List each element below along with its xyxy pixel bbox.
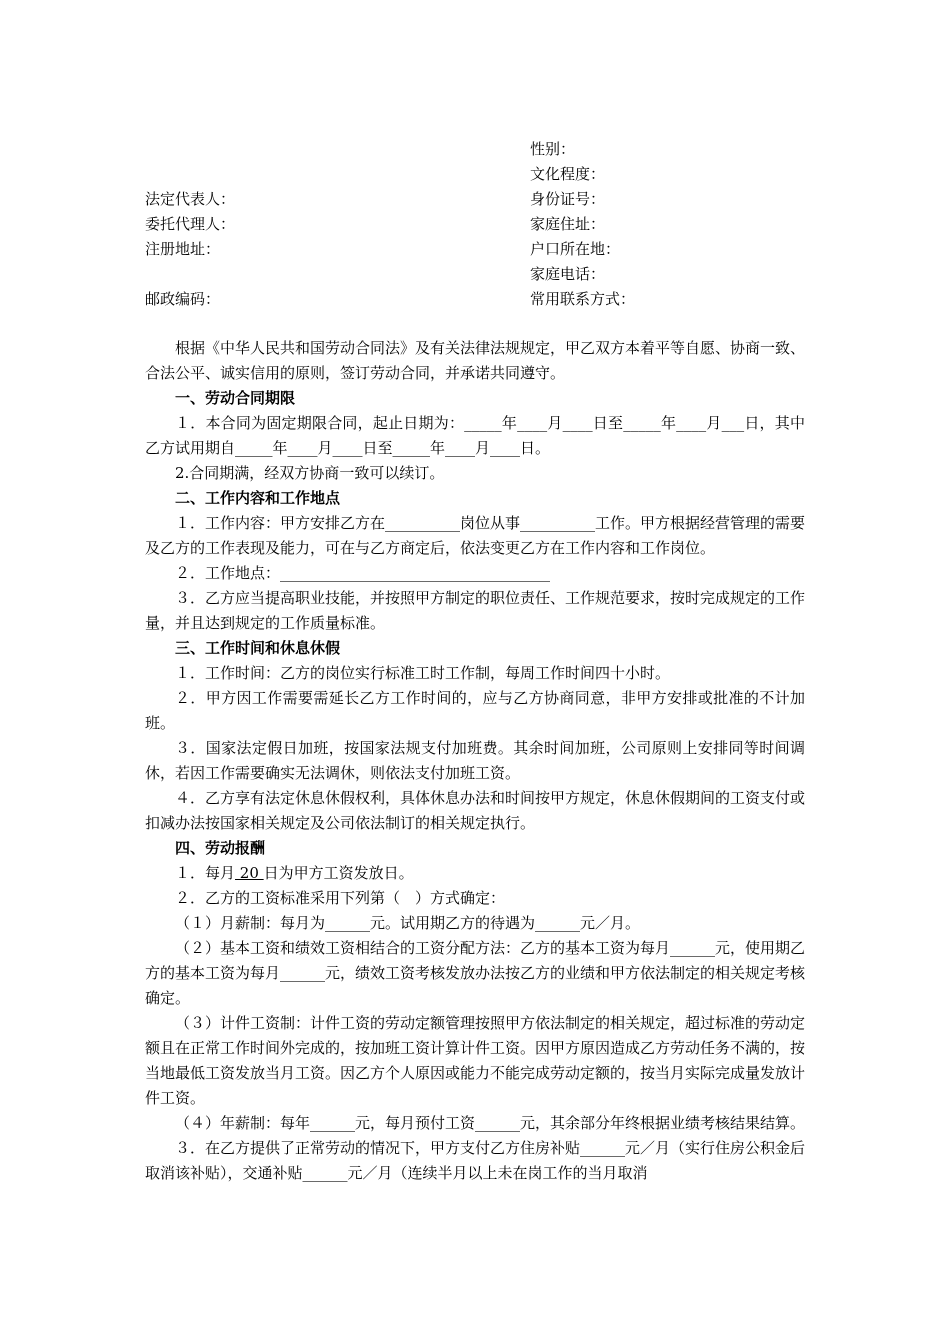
registered-address-label: 注册地址：: [145, 240, 221, 258]
section-4-title: 四、劳动报酬: [175, 839, 266, 857]
section-1-title: 一、劳动合同期限: [175, 389, 296, 407]
section-2-clause-3: ３．乙方应当提高职业技能，并按照甲方制定的职位责任、工作规范要求，按时完成规定的工作量，并且达到规定的工作质量标准。: [145, 589, 806, 632]
section-1-clause-1: １．本合同为固定期限合同，起止日期为：_____年____月____日至_____年____月___日，其中乙方试用期自_____年____月____日至_____年____月____日。: [145, 414, 805, 457]
section-3-clause-2: ２．甲方因工作需要需延长乙方工作时间的，应与乙方协商同意，非甲方安排或批准的不计加班。: [145, 689, 805, 732]
contract-body: [145, 336, 805, 1186]
home-phone-label: 家庭电话：: [530, 265, 606, 283]
intro-paragraph: 根据《中华人民共和国劳动合同法》及有关法律法规规定，甲乙双方本着平等自愿、协商一致、合法公平、诚实信用的原则，签订劳动合同，并承诺共同遵守。: [145, 339, 806, 382]
pay-day-value: 20: [235, 864, 264, 882]
education-label: 文化程度：: [530, 165, 606, 183]
section-4-clause-3: ３．在乙方提供了正常劳动的情况下，甲方支付乙方住房补贴______元／月（实行住房公积金后取消该补贴），交通补贴______元／月（连续半月以上未在岗工作的当月取消: [145, 1139, 806, 1182]
gender-label: 性别：: [530, 140, 576, 158]
section-2-clause-1: １．工作内容：甲方安排乙方在__________岗位从事__________工作。甲方根据经营管理的需要及乙方的工作表现及能力，可在与乙方商定后，依法变更乙方在工作内容和工作岗位。: [145, 514, 806, 557]
section-4-clause-1: [145, 861, 805, 886]
postal-code-label: 邮政编码：: [145, 290, 221, 308]
section-4-option-2: （２）基本工资和绩效工资相结合的工资分配方法：乙方的基本工资为每月______元，使用期乙方的基本工资为每月______元，绩效工资考核发放办法按乙方的业绩和甲方依法制定的相关规定考核确定。: [145, 939, 806, 1007]
section-3-clause-3: ３．国家法定假日加班，按国家法规支付加班费。其余时间加班，公司原则上安排同等时间调休，若因工作需要确实无法调休，则依法支付加班工资。: [145, 739, 805, 782]
home-address-label: 家庭住址：: [530, 215, 606, 233]
pay-day-prefix: １．每月: [175, 864, 236, 882]
section-3-clause-1: １．工作时间：乙方的岗位实行标准工时工作制，每周工作时间四十小时。: [175, 664, 671, 682]
section-1-clause-2: 2.合同期满，经双方协商一致可以续订。: [175, 464, 445, 482]
authorized-agent-label: 委托代理人：: [145, 215, 236, 233]
section-3-title: 三、工作时间和休息休假: [175, 639, 341, 657]
section-4-clause-2: ２．乙方的工资标准采用下列第（ ）方式确定：: [175, 889, 506, 907]
legal-representative-label: 法定代表人：: [145, 190, 236, 208]
pay-day-suffix: 日为甲方工资发放日。: [263, 864, 414, 882]
section-4-option-3: （３）计件工资制：计件工资的劳动定额管理按照甲方依法制定的相关规定，超过标准的劳动定额且在正常工作时间外完成的，按加班工资计算计件工资。因甲方原因造成乙方劳动任务不满的，按当地最低工资发放当月工资。因乙方个人原因或能力不能完成劳动定额的，按当月实际完成量发放计件工资。: [145, 1014, 806, 1107]
section-2-clause-2: ２．工作地点：____________________________________: [175, 564, 551, 582]
id-number-label: 身份证号：: [530, 190, 606, 208]
household-registration-label: 户口所在地：: [530, 240, 621, 258]
contact-method-label: 常用联系方式：: [530, 290, 636, 308]
section-2-title: 二、工作内容和工作地点: [175, 489, 341, 507]
section-4-option-1: （１）月薪制：每月为______元。试用期乙方的待遇为______元／月。: [175, 914, 641, 932]
section-4-option-4: （４）年薪制：每年______元，每月预付工资______元，其余部分年终根据业绩考核结果结算。: [175, 1114, 806, 1132]
section-3-clause-4: ４．乙方享有法定休息休假权利，具体休息办法和时间按甲方规定，休息休假期间的工资支付或扣减办法按国家相关规定及公司依法制订的相关规定执行。: [145, 789, 806, 832]
